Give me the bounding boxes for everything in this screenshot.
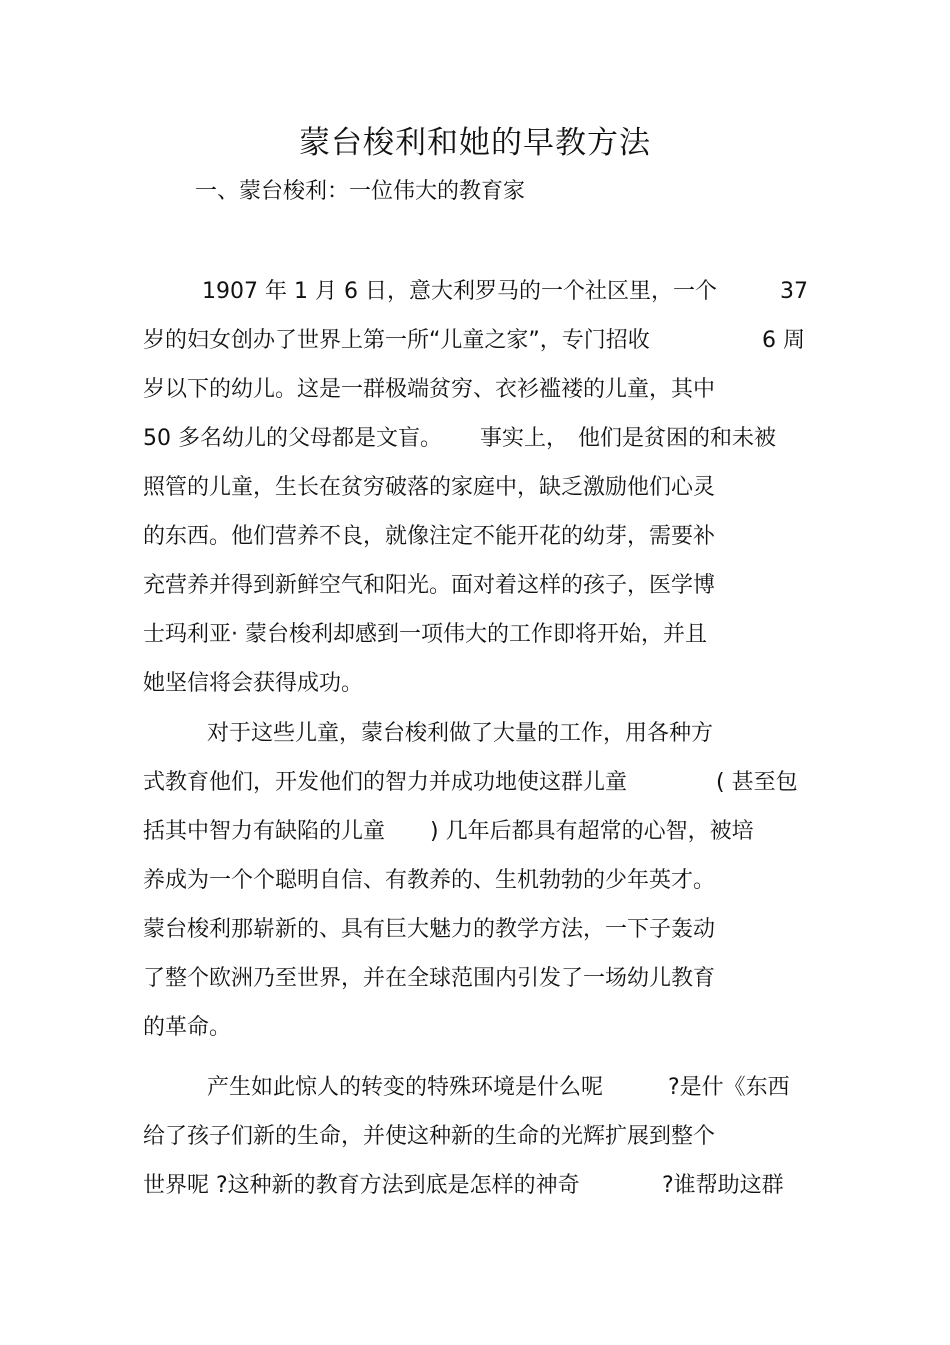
text-segment: 事实上， xyxy=(480,426,569,451)
text-segment: 她坚信将会获得成功。 xyxy=(143,671,364,696)
text-segment: 37 xyxy=(780,279,808,304)
text-segment: 50 多名幼儿的父母都是文盲。 xyxy=(143,426,442,451)
text-segment: 他们是贫困的和未被 xyxy=(578,426,777,451)
text-segment: 了整个欧洲乃至世界，并在全球范围内引发了一场幼儿教育 xyxy=(143,966,716,991)
text-segment: 1907 年 1 月 6 日，意大利罗马的一个社区里，一个 xyxy=(202,279,717,304)
text-segment: ?是什《东西 xyxy=(668,1075,790,1100)
text-segment: 岁以下的幼儿。这是一群极端贫穷、衣衫褴褛的儿童，其中 xyxy=(143,377,716,402)
text-segment: ?谁帮助这群 xyxy=(662,1173,784,1198)
text-segment: 的革命。 xyxy=(143,1015,232,1040)
section-heading: 一、蒙台梭利：一位伟大的教育家 xyxy=(195,179,526,204)
text-segment: 蒙台梭利那崭新的、具有巨大魅力的教学方法，一下子轰动 xyxy=(143,917,716,942)
text-segment: 岁的妇女创办了世界上第一所“儿童之家”，专门招收 xyxy=(143,328,650,353)
text-segment: 括其中智力有缺陷的儿童 xyxy=(143,819,386,844)
text-segment: 的东西。他们营养不良，就像注定不能开花的幼芽，需要补 xyxy=(143,524,716,549)
text-segment: 式教育他们，开发他们的智力并成功地使这群儿童 xyxy=(143,770,628,795)
text-segment: 士玛利亚· 蒙台梭利却感到一项伟大的工作即将开始，并且 xyxy=(143,622,707,647)
text-segment: 产生如此惊人的转变的特殊环境是什么呢 xyxy=(207,1075,604,1100)
text-segment: 对于这些儿童，蒙台梭利做了大量的工作，用各种方 xyxy=(207,721,714,746)
text-segment: 照管的儿童，生长在贫穷破落的家庭中，缺乏激励他们心灵 xyxy=(143,475,716,500)
text-segment: ) 几年后都具有超常的心智，被培 xyxy=(430,819,754,844)
text-segment: ( 甚至包 xyxy=(716,770,798,795)
text-segment: 充营养并得到新鲜空气和阳光。面对着这样的孩子，医学博 xyxy=(143,573,716,598)
text-segment: 给了孩子们新的生命，并使这种新的生命的光辉扩展到整个 xyxy=(143,1124,716,1149)
text-segment: 世界呢 ?这种新的教育方法到底是怎样的神奇 xyxy=(143,1173,580,1198)
text-segment: 6 周 xyxy=(762,328,805,353)
text-segment: 养成为一个个聪明自信、有教养的、生机勃勃的少年英才。 xyxy=(143,868,716,893)
document-title: 蒙台梭利和她的早教方法 xyxy=(299,125,651,161)
